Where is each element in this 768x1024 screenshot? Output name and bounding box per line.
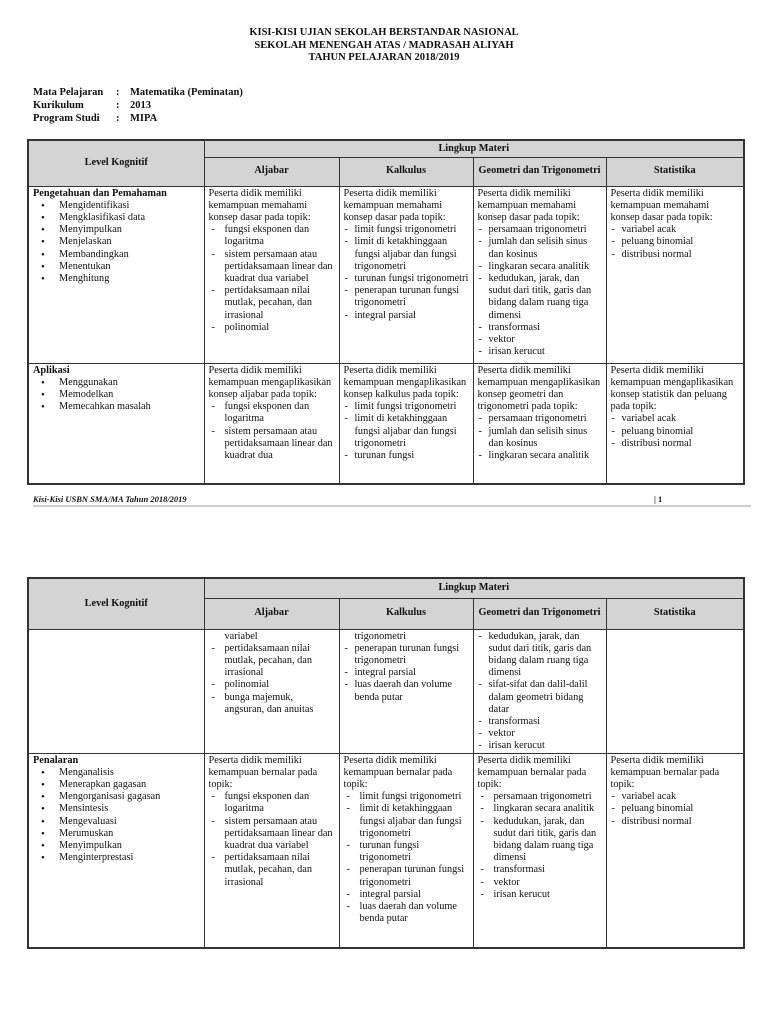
topic-text: sistem persamaan atau pertidaksamaan linear dan kuadrat dua variabel: [224, 815, 333, 851]
topic-item: [344, 840, 469, 864]
topic-item: [478, 740, 602, 752]
dash-marker: -: [480, 791, 484, 803]
cell-intro: Peserta didik memiliki kemampuan bernalar pada topik:: [343, 754, 453, 790]
cell-intro: Peserta didik memiliki kemampuan mengaplikasikan konsep kalkulus pada topik:: [343, 364, 467, 400]
meta-row: Mata Pelajaran : Matematika (Peminatan): [33, 87, 243, 98]
column-header: Aljabar: [204, 598, 339, 629]
topic-item: [209, 692, 335, 716]
level-item: • Merumuskan: [59, 828, 200, 840]
topic-list: [344, 791, 469, 925]
dash-marker: -: [344, 449, 348, 461]
dash-marker: -: [611, 437, 615, 449]
cell-intro: Peserta didik memiliki kemampuan bernalar pada topik:: [477, 754, 587, 790]
level-item: • Menjelaskan: [59, 236, 200, 248]
topic-text: irisan kerucut: [493, 888, 550, 900]
topic-item: [209, 249, 335, 286]
topic-item: [611, 236, 740, 248]
table-row: [28, 186, 744, 363]
dash-marker: -: [344, 679, 348, 691]
topic-item: [611, 249, 740, 261]
title-line: SEKOLAH MENENGAH ATAS / MADRASAH ALIYAH: [254, 39, 514, 51]
level-list: [33, 767, 200, 865]
level-item: • Menggunakan: [59, 377, 200, 389]
dash-marker: -: [211, 791, 215, 803]
topic-list: [209, 224, 335, 334]
topic-item: [344, 889, 469, 901]
level-cell: [28, 629, 204, 753]
topic-item: [344, 791, 469, 803]
topic-text: peluang binomial: [621, 425, 694, 437]
dash-marker: -: [344, 401, 348, 413]
topic-text: distribusi normal: [621, 248, 692, 260]
dash-marker: -: [611, 425, 615, 437]
dash-marker: -: [211, 691, 215, 703]
dash-marker: -: [346, 803, 350, 815]
dash-marker: -: [480, 815, 484, 827]
topic-text: polinomial: [224, 321, 270, 333]
table-row: [28, 753, 744, 948]
dash-marker: -: [478, 333, 482, 345]
topic-list: [344, 643, 469, 704]
level-item: • Menyimpulkan: [59, 224, 200, 236]
topic-text: persamaan trigonometri: [488, 413, 587, 425]
topic-item: [478, 791, 602, 803]
materi-cell: [473, 629, 606, 753]
dash-marker: -: [211, 425, 215, 437]
level-list: [33, 377, 200, 414]
topic-item: [478, 450, 602, 462]
level-item: • Menganalisis: [59, 767, 200, 779]
dash-marker: -: [344, 272, 348, 284]
cell-intro: Peserta didik memiliki kemampuan memahami konsep dasar pada topik:: [343, 187, 446, 223]
dash-marker: -: [480, 876, 484, 888]
topic-list: [478, 631, 602, 753]
topic-text: penerapan turunan fungsi trigonometri: [354, 285, 460, 309]
topic-item: [344, 285, 469, 309]
materi-cell: [204, 363, 339, 484]
column-header: Kalkulus: [339, 157, 473, 186]
document-meta: [33, 87, 243, 125]
topic-list: [478, 791, 602, 901]
topic-text: limit fungsi trigonometri: [359, 791, 462, 803]
kisi-table-page-2: [27, 577, 745, 949]
topic-list: [611, 791, 740, 828]
level-item: • Menerapkan gagasan: [59, 779, 200, 791]
topic-list: [478, 413, 602, 462]
topic-item: [478, 273, 602, 322]
level-title: Pengetahuan dan Pemahaman: [33, 187, 167, 199]
topic-text: integral parsial: [359, 888, 421, 900]
lingkup-materi-header: Lingkup Materi: [204, 578, 744, 598]
level-cell: [28, 186, 204, 363]
level-cell: [28, 363, 204, 484]
meta-label: Kurikulum: [33, 99, 84, 111]
level-item: • Mengorganisasi gagasan: [59, 791, 200, 803]
meta-value: Matematika (Peminatan): [130, 87, 243, 98]
page-number: | 1: [654, 494, 663, 504]
dash-marker: -: [346, 839, 350, 851]
level-item: • Mengevaluasi: [59, 816, 200, 828]
dash-marker: -: [611, 236, 615, 248]
topic-item: [209, 285, 335, 322]
topic-list: [344, 224, 469, 322]
materi-cell: [606, 629, 744, 753]
topic-text: kedudukan, jarak, dan sudut dari titik, garis dan bidang dalam ruang tiga dimensi: [493, 815, 597, 864]
column-header: Geometri dan Trigonometri: [473, 157, 606, 186]
materi-cell: [606, 753, 744, 948]
topic-item: [209, 426, 335, 463]
dash-marker: -: [344, 413, 348, 425]
topic-item: [611, 426, 740, 438]
topic-item: [344, 901, 469, 925]
dash-marker: -: [478, 260, 482, 272]
topic-item: [344, 401, 469, 413]
topic-item: [478, 864, 602, 876]
level-title: Penalaran: [33, 754, 79, 766]
topic-text: penerapan turunan fungsi trigonometri: [359, 864, 465, 888]
kisi-table-page-1: [27, 139, 745, 485]
topic-item: [344, 224, 469, 236]
topic-item: [209, 401, 335, 425]
document-title: [0, 27, 768, 65]
dash-marker: -: [344, 309, 348, 321]
topic-text: limit di ketakhinggaan fungsi aljabar dan fungsi trigonometri: [354, 236, 457, 272]
dash-marker: -: [611, 815, 615, 827]
topic-text: transformasi: [488, 321, 540, 333]
topic-text: lingkaran secara analitik: [493, 803, 595, 815]
topic-item: [478, 236, 602, 260]
dash-marker: -: [211, 401, 215, 413]
column-header: Statistika: [606, 598, 744, 629]
dash-marker: -: [346, 888, 350, 900]
topic-list: [344, 401, 469, 462]
materi-cell: [339, 629, 473, 753]
topic-item: [478, 322, 602, 334]
topic-item: [209, 322, 335, 334]
dash-marker: -: [344, 667, 348, 679]
dash-marker: -: [344, 224, 348, 236]
meta-value: MIPA: [130, 112, 158, 124]
level-list: [33, 200, 200, 285]
level-title: Aplikasi: [33, 364, 70, 376]
topic-item: [478, 816, 602, 865]
topic-item: [209, 816, 335, 853]
cell-intro: Peserta didik memiliki kemampuan bernalar pada topik:: [208, 754, 318, 790]
topic-list: [209, 643, 335, 716]
footer-text: Kisi-Kisi USBN SMA/MA Tahun 2018/2019: [33, 494, 187, 504]
topic-text: persamaan trigonometri: [488, 224, 587, 236]
level-item: • Membandingkan: [59, 249, 200, 261]
topic-text: fungsi eksponen dan logaritma: [224, 224, 310, 248]
topic-item: [478, 334, 602, 346]
cell-intro: Peserta didik memiliki kemampuan bernalar pada topik:: [610, 754, 720, 790]
topic-item: [478, 224, 602, 236]
title-line: KISI-KISI UJIAN SEKOLAH BERSTANDAR NASIONAL: [249, 27, 519, 38]
level-item: • Memecahkan masalah: [59, 401, 200, 413]
meta-row: Program Studi : MIPA: [33, 112, 158, 124]
topic-list: [611, 224, 740, 261]
topic-item: [344, 864, 469, 888]
table-row: [28, 629, 744, 753]
level-header: Level Kognitif: [28, 140, 204, 186]
dash-marker: -: [344, 642, 348, 654]
topic-item: [344, 667, 469, 679]
topic-text: distribusi normal: [621, 437, 692, 449]
topic-text: fungsi eksponen dan logaritma: [224, 791, 310, 815]
topic-text: integral parsial: [354, 309, 416, 321]
table-row: [28, 363, 744, 484]
topic-item: [344, 236, 469, 273]
cell-intro: Peserta didik memiliki kemampuan mengaplikasikan konsep geometri dan trigonometri pada topik:: [477, 364, 601, 413]
dash-marker: -: [478, 728, 482, 740]
materi-cell: [606, 363, 744, 484]
topic-item: [478, 877, 602, 889]
cell-intro: Peserta didik memiliki kemampuan mengaplikasikan konsep aljabar pada topik:: [208, 364, 332, 400]
level-header: Level Kognitif: [28, 578, 204, 629]
dash-marker: -: [478, 425, 482, 437]
topic-item: [478, 413, 602, 425]
dash-marker: -: [211, 815, 215, 827]
topic-text: vektor: [488, 728, 515, 740]
materi-cell: [473, 363, 606, 484]
topic-item: [344, 803, 469, 840]
topic-text: jumlah dan selisih sinus dan kosinus: [488, 425, 588, 449]
topic-item: [478, 728, 602, 740]
topic-text: vektor: [493, 876, 520, 888]
topic-text: pertidaksamaan nilai mutlak, pecahan, dan irrasional: [224, 285, 312, 321]
continued-text: trigonometri: [354, 630, 406, 642]
dash-marker: -: [211, 679, 215, 691]
dash-marker: -: [611, 224, 615, 236]
topic-text: irisan kerucut: [488, 740, 545, 752]
topic-item: [611, 791, 740, 803]
topic-item: [611, 816, 740, 828]
column-header: Aljabar: [204, 157, 339, 186]
topic-text: jumlah dan selisih sinus dan kosinus: [488, 236, 588, 260]
dash-marker: -: [611, 791, 615, 803]
level-item: • Menyimpulkan: [59, 840, 200, 852]
dash-marker: -: [346, 864, 350, 876]
dash-marker: -: [344, 236, 348, 248]
topic-list: [478, 224, 602, 358]
topic-text: turunan fungsi trigonometri: [359, 839, 420, 864]
meta-label: Mata Pelajaran: [33, 87, 104, 98]
lingkup-materi-header: Lingkup Materi: [204, 140, 744, 157]
topic-text: limit di ketakhinggaan fungsi aljabar dan fungsi trigonometri: [354, 413, 457, 449]
dash-marker: -: [478, 321, 482, 333]
topic-list: [209, 791, 335, 889]
cell-intro: Peserta didik memiliki kemampuan mengaplikasikan konsep statistik dan peluang pada topik:: [610, 364, 734, 413]
topic-text: transformasi: [493, 864, 545, 876]
topic-text: variabel acak: [621, 791, 677, 803]
dash-marker: -: [211, 285, 215, 297]
materi-cell: [473, 753, 606, 948]
materi-cell: [339, 186, 473, 363]
topic-item: [344, 310, 469, 322]
topic-text: variabel acak: [621, 224, 677, 236]
meta-row: Kurikulum : 2013: [33, 99, 151, 111]
level-item: • Menginterprestasi: [59, 852, 200, 864]
dash-marker: -: [211, 224, 215, 236]
topic-text: polinomial: [224, 679, 270, 691]
materi-cell: [606, 186, 744, 363]
dash-marker: -: [611, 248, 615, 260]
dash-marker: -: [478, 346, 482, 358]
materi-cell: [473, 186, 606, 363]
dash-marker: -: [611, 413, 615, 425]
topic-text: luas daerah dan volume benda putar: [359, 900, 457, 925]
topic-text: pertidaksamaan nilai mutlak, pecahan, dan irrasional: [224, 642, 312, 679]
topic-text: persamaan trigonometri: [493, 791, 592, 803]
topic-text: pertidaksamaan nilai mutlak, pecahan, dan irrasional: [224, 852, 312, 888]
dash-marker: -: [478, 413, 482, 425]
dash-marker: -: [344, 285, 348, 297]
continued-text: variabel: [224, 630, 258, 642]
topic-text: irisan kerucut: [488, 346, 545, 358]
dash-marker: -: [211, 248, 215, 260]
topic-item: [478, 346, 602, 358]
topic-item: [478, 426, 602, 450]
dash-marker: -: [478, 272, 482, 284]
topic-text: peluang binomial: [621, 803, 694, 815]
topic-list: [209, 401, 335, 462]
dash-marker: -: [211, 321, 215, 333]
materi-cell: [339, 753, 473, 948]
topic-text: bunga majemuk, angsuran, dan anuitas: [224, 691, 314, 715]
dash-marker: -: [346, 900, 350, 912]
cell-intro: Peserta didik memiliki kemampuan memahami konsep dasar pada topik:: [208, 187, 311, 223]
dash-marker: -: [478, 449, 482, 461]
materi-cell: [339, 363, 473, 484]
dash-marker: -: [478, 224, 482, 236]
topic-text: sifat-sifat dan dalil-dalil dalam geometri bidang datar: [488, 679, 588, 715]
topic-text: lingkaran secara analitik: [488, 449, 590, 461]
dash-marker: -: [478, 236, 482, 248]
topic-item: [344, 273, 469, 285]
dash-marker: -: [478, 740, 482, 752]
topic-item: [344, 450, 469, 462]
topic-text: sistem persamaan atau pertidaksamaan linear dan kuadrat dua: [224, 425, 333, 461]
level-item: • Memodelkan: [59, 389, 200, 401]
topic-text: penerapan turunan fungsi trigonometri: [354, 642, 460, 666]
topic-text: sistem persamaan atau pertidaksamaan linear dan kuadrat dua variabel: [224, 248, 333, 284]
topic-text: limit di ketakhinggaan fungsi aljabar dan fungsi trigonometri: [359, 803, 462, 839]
level-item: • Mengidentifikasi: [59, 200, 200, 212]
level-cell: [28, 753, 204, 948]
title-line: TAHUN PELAJARAN 2018/2019: [308, 52, 460, 64]
column-header: Statistika: [606, 157, 744, 186]
cell-intro: Peserta didik memiliki kemampuan memahami konsep dasar pada topik:: [610, 187, 713, 223]
topic-text: peluang binomial: [621, 236, 694, 248]
topic-text: luas daerah dan volume benda putar: [354, 679, 452, 703]
topic-text: turunan fungsi trigonometri: [354, 272, 469, 284]
dash-marker: -: [478, 630, 482, 642]
dash-marker: -: [480, 888, 484, 900]
dash-marker: -: [480, 803, 484, 815]
topic-text: kedudukan, jarak, dan sudut dari titik, garis dan bidang dalam ruang tiga dimensi: [488, 272, 592, 321]
topic-text: limit fungsi trigonometri: [354, 224, 457, 236]
dash-marker: -: [611, 803, 615, 815]
topic-item: [611, 224, 740, 236]
topic-item: [478, 803, 602, 815]
level-item: • Menentukan: [59, 261, 200, 273]
meta-label: Program Studi: [33, 112, 100, 124]
topic-item: [209, 224, 335, 248]
topic-item: [209, 679, 335, 691]
topic-text: turunan fungsi: [354, 449, 415, 461]
topic-text: limit fungsi trigonometri: [354, 401, 457, 413]
topic-item: [344, 643, 469, 667]
topic-item: [611, 803, 740, 815]
topic-item: [478, 889, 602, 901]
topic-text: lingkaran secara analitik: [488, 260, 590, 272]
topic-item: [478, 261, 602, 273]
topic-item: [478, 679, 602, 716]
topic-text: vektor: [488, 333, 515, 345]
topic-text: integral parsial: [354, 667, 416, 679]
topic-text: transformasi: [488, 715, 540, 727]
topic-item: [209, 852, 335, 889]
column-header: Geometri dan Trigonometri: [473, 598, 606, 629]
topic-text: variabel acak: [621, 413, 677, 425]
topic-list: [611, 413, 740, 450]
dash-marker: -: [346, 791, 350, 803]
topic-item: [344, 413, 469, 450]
materi-cell: [204, 753, 339, 948]
meta-value: 2013: [130, 99, 151, 111]
dash-marker: -: [211, 642, 215, 654]
cell-intro: Peserta didik memiliki kemampuan memahami konsep dasar pada topik:: [477, 187, 580, 223]
topic-text: distribusi normal: [621, 815, 692, 827]
materi-cell: [204, 629, 339, 753]
dash-marker: -: [478, 715, 482, 727]
dash-marker: -: [211, 852, 215, 864]
dash-marker: -: [478, 679, 482, 691]
level-item: • Mengklasifikasi data: [59, 212, 200, 224]
topic-item: [344, 679, 469, 703]
page-footer: [33, 494, 751, 507]
topic-item: [611, 413, 740, 425]
materi-cell: [204, 186, 339, 363]
level-item: • Mensintesis: [59, 803, 200, 815]
level-item: • Menghitung: [59, 273, 200, 285]
topic-item: [478, 631, 602, 680]
topic-text: fungsi eksponen dan logaritma: [224, 401, 310, 425]
dash-marker: -: [480, 864, 484, 876]
topic-text: kedudukan, jarak, dan sudut dari titik, garis dan bidang dalam ruang tiga dimensi: [488, 630, 592, 679]
column-header: Kalkulus: [339, 598, 473, 629]
topic-item: [611, 438, 740, 450]
topic-item: [209, 791, 335, 815]
topic-item: [478, 716, 602, 728]
topic-item: [209, 643, 335, 680]
